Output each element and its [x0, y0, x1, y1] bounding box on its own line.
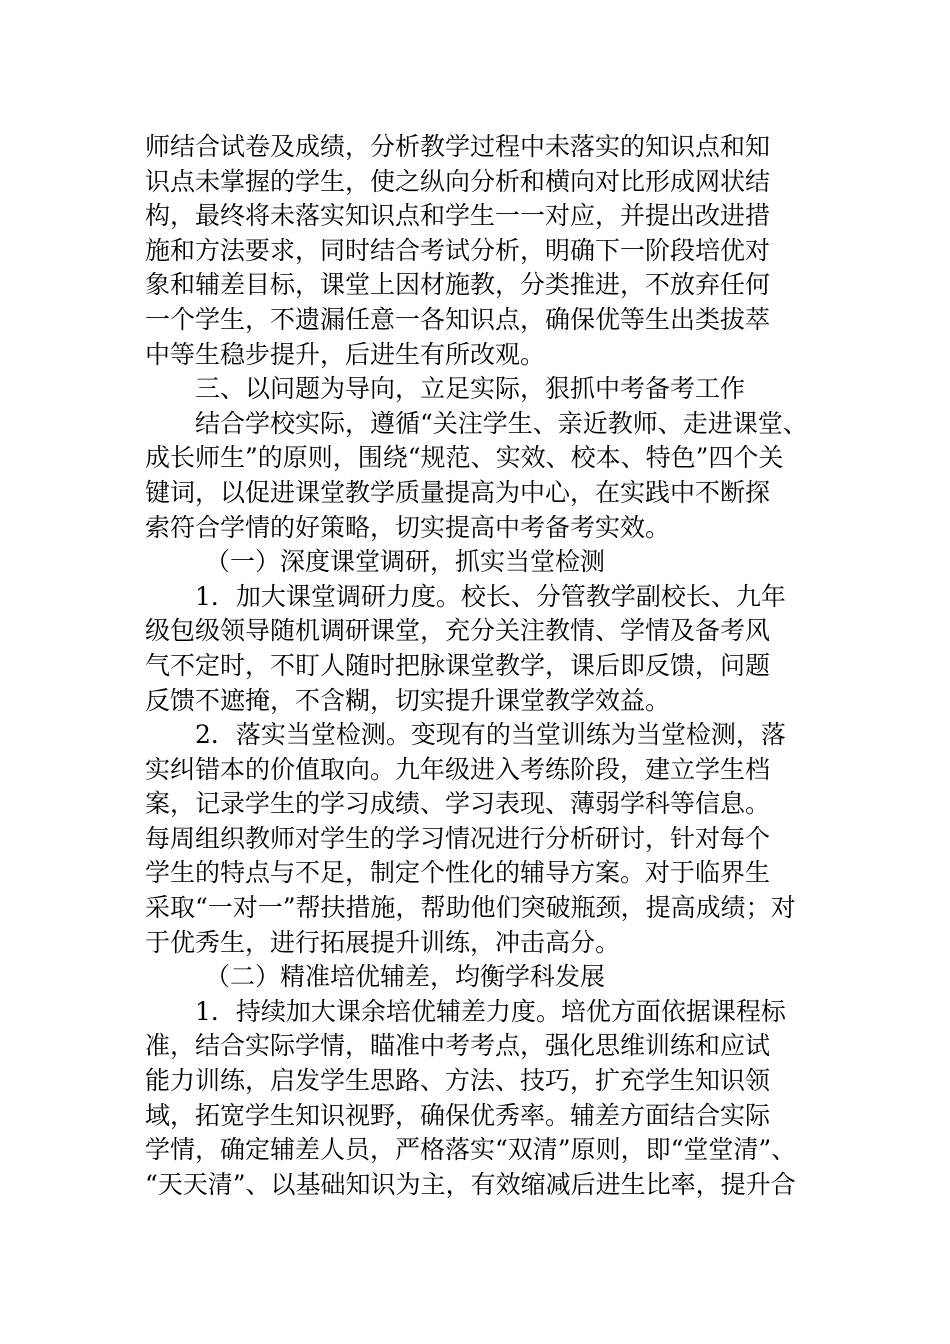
paragraph-line: 一个学生，不遗漏任意一各知识点，确保优等生出类拔萃 — [145, 304, 771, 334]
paragraph-line: 反馈不遮掩，不含糊，切实提升课堂教学效益。 — [145, 685, 671, 715]
paragraph-line: 域，拓宽学生知识视野，确保优秀率。辅差方面结合实际 — [145, 1100, 771, 1130]
paragraph-line: 结合学校实际，遵循“关注学生、亲近教师、走进课堂、 — [195, 408, 808, 438]
paragraph-line: 象和辅差目标，课堂上因材施教，分类推进，不放弃任何 — [145, 270, 771, 300]
paragraph-line: 构，最终将未落实知识点和学生一一对应，并提出改进措 — [145, 201, 771, 231]
paragraph-line: 师结合试卷及成绩，分析教学过程中未落实的知识点和知 — [145, 132, 771, 161]
paragraph-line: 成长师生”的原则，围绕“规范、实效、校本、特色”四个关 — [145, 443, 784, 473]
paragraph-line: 级包级领导随机调研课堂，充分关注教情、学情及备考风 — [145, 616, 771, 646]
paragraph-line: 1．持续加大课余培优辅差力度。培优方面依据课程标 — [195, 996, 786, 1026]
paragraph-line: 学生的特点与不足，制定个性化的辅导方案。对于临界生 — [145, 858, 771, 888]
paragraph-line: 每周组织教师对学生的学习情况进行分析研讨，针对每个 — [145, 823, 771, 853]
paragraph-line: 能力训练，启发学生思路、方法、技巧，扩充学生知识领 — [145, 1066, 771, 1096]
paragraph-line: “天天清”、以基础知识为主，有效缩减后进生比率，提升合 — [145, 1169, 796, 1199]
paragraph-line: 中等生稳步提升，后进生有所改观。 — [145, 339, 546, 369]
section-heading: 三、以问题为导向，立足实际，狠抓中考备考工作 — [195, 374, 746, 404]
paragraph-line: 采取“一对一”帮扶措施，帮助他们突破瓶颈，提高成绩；对 — [145, 893, 796, 923]
subsection-heading: （一）深度课堂调研，抓实当堂检测 — [205, 547, 606, 577]
paragraph-line: 2．落实当堂检测。变现有的当堂训练为当堂检测，落 — [195, 720, 786, 750]
paragraph-line: 施和方法要求，同时结合考试分析，明确下一阶段培优对 — [145, 235, 771, 265]
document-body — [145, 130, 835, 1202]
paragraph-line: 案，记录学生的学习成绩、学习表现、薄弱学科等信息。 — [145, 789, 771, 819]
subsection-heading: （二）精准培优辅差，均衡学科发展 — [205, 962, 606, 992]
paragraph-line: 1．加大课堂调研力度。校长、分管教学副校长、九年 — [195, 581, 786, 611]
paragraph-line: 气不定时，不盯人随时把脉课堂教学，课后即反馈，问题 — [145, 650, 771, 680]
paragraph-line: 索符合学情的好策略，切实提高中考备考实效。 — [145, 512, 671, 542]
paragraph-line: 学情，确定辅差人员，严格落实“双清”原则，即“堂堂清”、 — [145, 1135, 797, 1165]
paragraph-line: 于优秀生，进行拓展提升训练，冲击高分。 — [145, 927, 621, 957]
paragraph-line: 实纠错本的价值取向。九年级进入考练阶段，建立学生档 — [145, 754, 771, 784]
paragraph-line: 识点未掌握的学生，使之纵向分析和横向对比形成网状结 — [145, 166, 771, 196]
paragraph-line: 键词，以促进课堂教学质量提高为中心，在实践中不断探 — [145, 477, 771, 507]
paragraph-line: 准，结合实际学情，瞄准中考考点，强化思维训练和应试 — [145, 1031, 771, 1061]
